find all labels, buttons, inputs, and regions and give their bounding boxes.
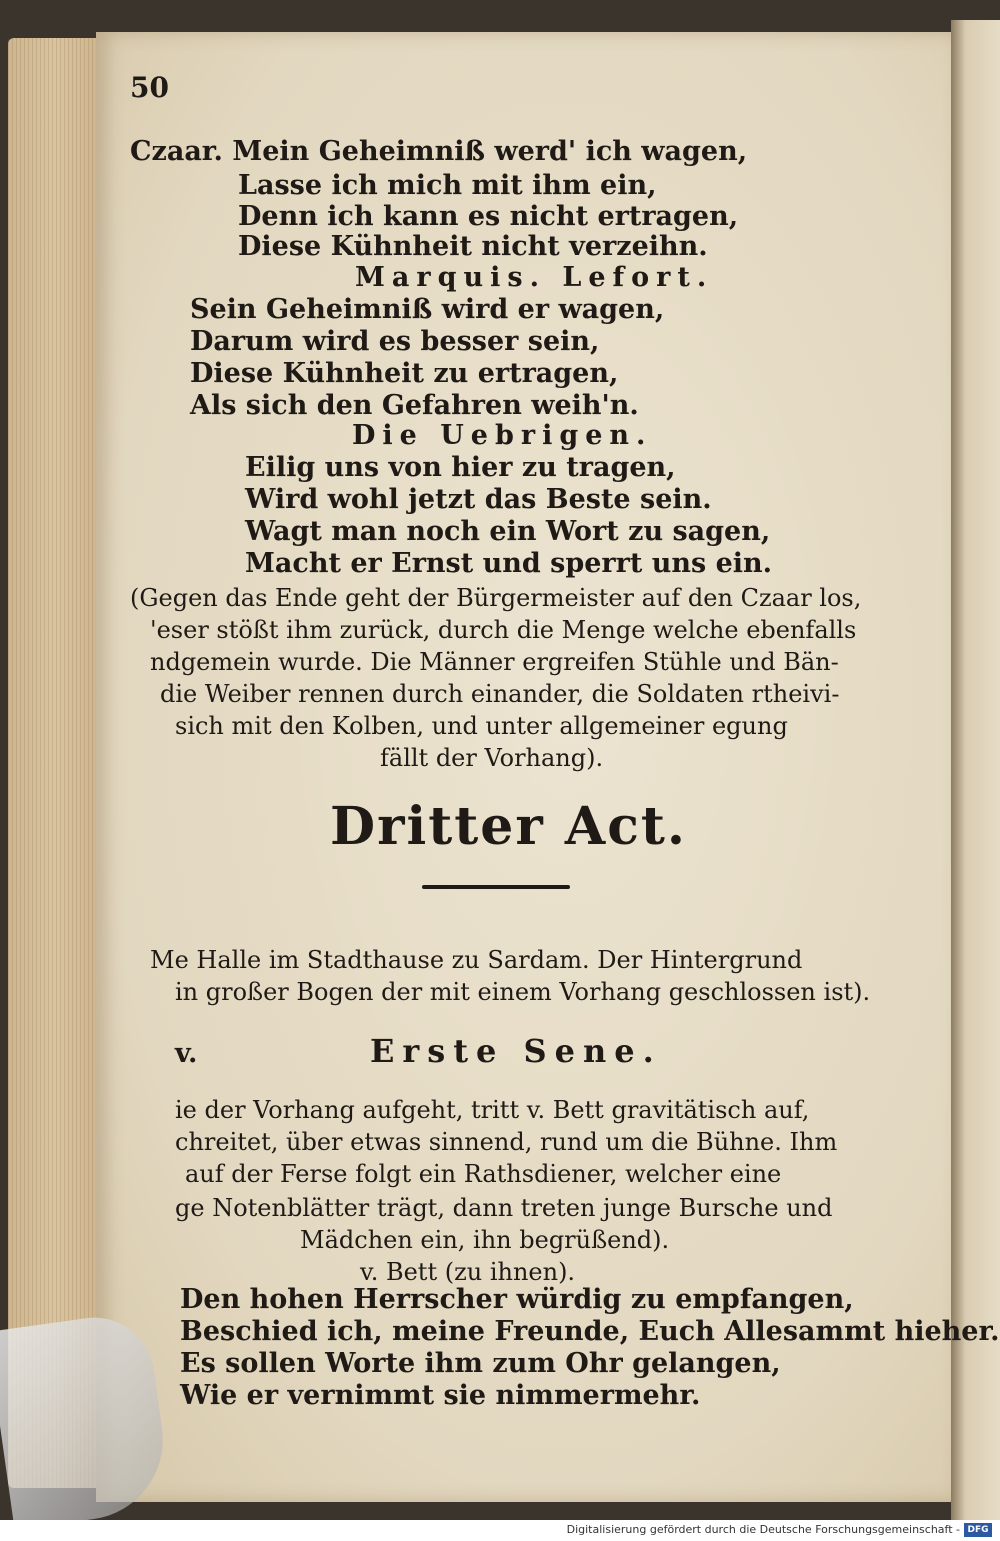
stage-direction-line: 'eser stößt ihm zurück, durch die Menge welche ebenfalls — [150, 616, 857, 644]
act-title: Dritter Act. — [330, 796, 687, 857]
verse-line: Beschied ich, meine Freunde, Euch Allesammt hieher. — [180, 1316, 1000, 1347]
stage-direction-line: Mädchen ein, ihn begrüßend). — [300, 1226, 670, 1254]
section-rule — [422, 885, 570, 889]
scene-prefix: v. — [175, 1038, 198, 1069]
speaker-name: Marquis. Lefort. — [355, 262, 714, 293]
funding-credit: Digitalisierung gefördert durch die Deutsche Forschungsgemeinschaft - — [566, 1523, 960, 1536]
page-number: 50 — [130, 71, 169, 104]
verse-line: Czaar. Mein Geheimniß werd' ich wagen, — [130, 136, 748, 167]
verse-line: Macht er Ernst und sperrt uns ein. — [245, 548, 773, 579]
verse-line: Lasse ich mich mit ihm ein, — [238, 170, 657, 201]
verse-line: Darum wird es besser sein, — [190, 326, 600, 357]
stage-direction-line: sich mit den Kolben, und unter allgemeiner egung — [175, 712, 788, 740]
setting-line: in großer Bogen der mit einem Vorhang geschlossen ist). — [175, 978, 871, 1006]
verse-line: Eilig uns von hier zu tragen, — [245, 452, 676, 483]
verse-line: Wird wohl jetzt das Beste sein. — [245, 484, 712, 515]
verse-line: Als sich den Gefahren weih'n. — [190, 390, 639, 421]
scene-title: Erste Sene. — [370, 1032, 662, 1070]
verse-line: Den hohen Herrscher würdig zu empfangen, — [180, 1284, 854, 1315]
stage-direction-line: (Gegen das Ende geht der Bürgermeister auf den Czaar los, — [130, 584, 862, 612]
dfg-logo: DFG — [964, 1523, 992, 1537]
verse-line: Wie er vernimmt sie nimmermehr. — [180, 1380, 701, 1411]
verse-line: Es sollen Worte ihm zum Ohr gelangen, — [180, 1348, 781, 1379]
stage-direction-line: chreitet, über etwas sinnend, rund um die Bühne. Ihm — [175, 1128, 838, 1156]
stage-direction-line: ndgemein wurde. Die Männer ergreifen Stühle und Bän- — [150, 648, 839, 676]
verse-line: Sein Geheimniß wird er wagen, — [190, 294, 665, 325]
stage-direction-line: ie der Vorhang aufgeht, tritt v. Bett gravitätisch auf, — [175, 1096, 810, 1124]
stage-direction-line: fällt der Vorhang). — [380, 744, 604, 772]
stage-direction-line: die Weiber rennen durch einander, die Soldaten rtheivi- — [160, 680, 840, 708]
verse-line: Wagt man noch ein Wort zu sagen, — [245, 516, 771, 547]
verse-line: Diese Kühnheit zu ertragen, — [190, 358, 619, 389]
speaker-name: v. Bett (zu ihnen). — [360, 1258, 576, 1286]
setting-line: Me Halle im Stadthause zu Sardam. Der Hintergrund — [150, 946, 803, 974]
verse-line: Diese Kühnheit nicht verzeihn. — [238, 231, 708, 262]
speaker-name: Die Uebrigen. — [352, 420, 653, 451]
stage-direction-line: ge Notenblätter trägt, dann treten junge Bursche und — [175, 1194, 833, 1222]
footer-bar — [0, 1520, 1000, 1541]
verse-line: Denn ich kann es nicht ertragen, — [238, 201, 739, 232]
stage-direction-line: auf der Ferse folgt ein Rathsdiener, welcher eine — [185, 1160, 782, 1188]
